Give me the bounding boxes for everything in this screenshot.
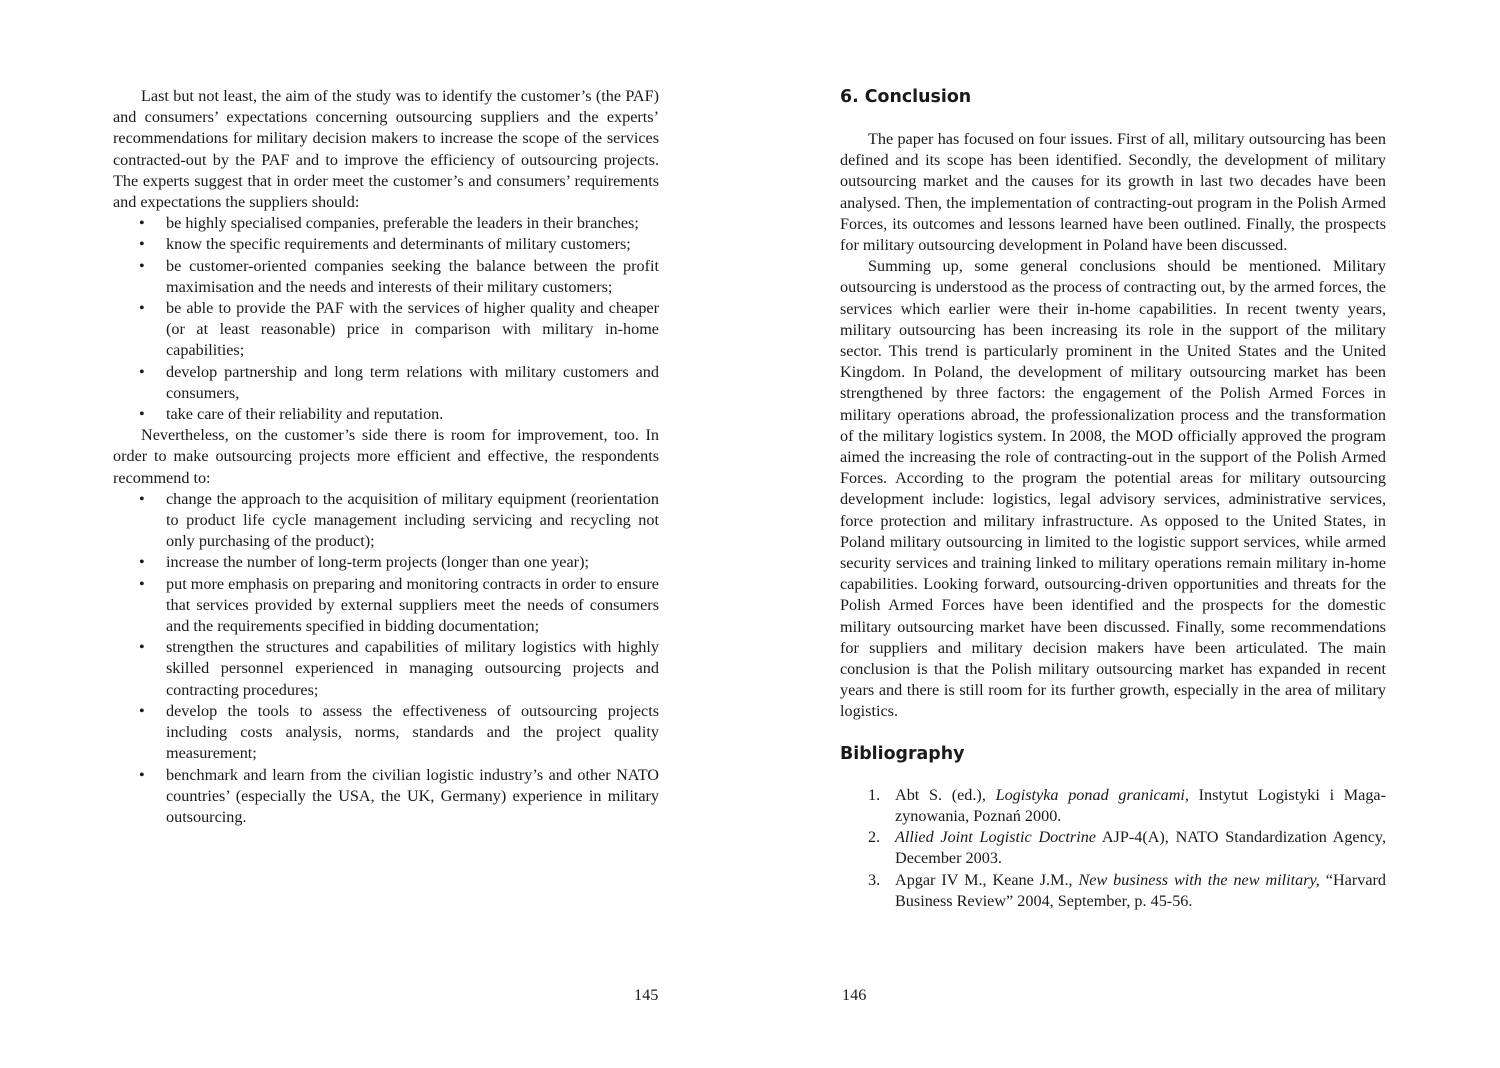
bibliography-heading: Bibliography <box>840 743 965 764</box>
list-item: • put more emphasis on preparing and monitoring contracts in order to ensure that services provided by external suppliers meet the needs of consumers and the requirements specified in bidding documentation; <box>166 574 659 638</box>
supplier-expectations-list <box>113 213 659 425</box>
entry-number: 2. <box>868 828 881 847</box>
entry-authors: Abt S. (ed.), <box>895 785 996 804</box>
conclusion-paragraph: The paper has focused on four issues. First of all, military outsourcing has been defined and its scope has been identified. Secondly, the development of military outsourcing market and the causes for its growth in last two decades have been analysed. Then, the implementation of contracting-out program in the Polish Armed Forces, its outcomes and lessons learned have been outlined. Finally, the prospects for military outsourcing development in Poland have been discussed. <box>840 130 1386 255</box>
list-item: • strengthen the structures and capabilities of military logistics with highly skilled personnel experienced in managing outsourcing projects and contracting procedures; <box>166 637 659 701</box>
right-page <box>750 0 1500 1068</box>
entry-title: Logistyka ponad granicami, <box>995 785 1189 804</box>
page-number: 145 <box>634 986 659 1004</box>
list-item: • be customer-oriented companies seeking the balance between the profit maximisation and the needs and interests of their military customers; <box>166 256 659 298</box>
entry-title: New business with the new military, <box>1078 870 1320 889</box>
entry-publication: “Harvard Business Review” 2004, September, p. 45-56. <box>895 870 1386 910</box>
conclusion-paragraph: Summing up, some general conclusions should be mentioned. Military outsourcing is understood as the process of contracting out, by the armed forces, the services which earlier were their in-home capabilities. In recent twenty years, military outsourcing has been increasing its role in the support of the military sector. This trend is particularly prominent in the United States and the United Kingdom. In Poland, the development of military outsourcing market has been strengthened by three factors: the engagement of the Polish Armed Forces in military operations abroad, the professionalization process and the transformation of the military logistics system. In 2008, the MOD officially approved the program aimed the increasing the role of contracting-out in the support of the Polish Armed Forces. According to the program the potential areas for military outsourcing development include: logistics, legal advisory services, administrative services, force protection and military infrastructure. As opposed to the United States, in Poland military outsourcing in limited to the logistic support services, while armed security services and training linked to military operations remain military in-home capabilities. Looking forward, outsourcing-driven opportunities and threats for the Polish Armed Forces have been identified and the prospects for the domestic military outsourcing market have been discussed. Finally, some recommendations for suppliers and military decision makers have been articulated. The main conclusion is that the Polish military outsourcing market has expanded in recent years and there is still room for its further growth, especially in the area of military logistics. <box>840 257 1386 721</box>
entry-number: 1. <box>868 785 881 804</box>
list-item: • change the approach to the acquisition of military equipment (reorientation to product life cycle management including servicing and recycling not only purchasing of the product); <box>166 489 659 553</box>
customer-recommendations-list <box>113 489 659 828</box>
right-text-column <box>840 86 1386 912</box>
entry-number: 3. <box>868 870 881 889</box>
entry-authors: Apgar IV M., Keane J.M., <box>895 870 1079 889</box>
list-item: • know the specific requirements and determinants of military customers; <box>166 234 659 255</box>
entry-title: Allied Joint Logistic Doctrine <box>895 828 1096 847</box>
list-item: • develop the tools to assess the effectiveness of outsourcing projects including costs analysis, norms, standards and the project quality measurement; <box>166 701 659 765</box>
list-item: • be able to provide the PAF with the services of higher quality and cheaper (or at least reasonable) price in comparison with military in-home capabilities; <box>166 298 659 362</box>
bibliography-entry <box>868 870 1386 912</box>
list-item: • benchmark and learn from the civilian logistic industry’s and other NATO countries’ (especially the USA, the UK, Germany) experience in military outsourcing. <box>166 765 659 829</box>
entry-publication: Instytut Logistyki i Maga-zynowania, Poznań 2000. <box>895 785 1387 825</box>
conclusion-heading: 6. Conclusion <box>840 87 972 107</box>
customer-paragraph: Nevertheless, on the customer’s side there is room for improvement, too. In order to make outsourcing projects more efficient and effective, the respondents recommend to: <box>113 426 659 487</box>
list-item: • increase the number of long-term projects (longer than one year); <box>166 552 659 573</box>
intro-paragraph: Last but not least, the aim of the study was to identify the customer’s (the PAF) and consumers’ expectations concerning outsourcing suppliers and the experts’ recommendations for military decision makers to increase the scope of the services contracted-out by the PAF and to improve the efficiency of outsourcing projects. The experts suggest that in order meet the customer’s and consumers’ requirements and expectations the suppliers should: <box>113 87 659 212</box>
bibliography-list <box>840 785 1386 912</box>
list-item: • be highly specialised companies, preferable the leaders in their branches; <box>166 213 659 234</box>
page-number: 146 <box>842 986 867 1004</box>
bibliography-entry <box>868 827 1386 869</box>
list-item: • develop partnership and long term relations with military customers and consumers, <box>166 362 659 404</box>
left-text-column <box>113 86 659 828</box>
bibliography-entry <box>868 785 1387 827</box>
list-item: • take care of their reliability and reputation. <box>166 404 659 425</box>
entry-publication: AJP-4(A), NATO Standardization Agency, December 2003. <box>895 828 1386 868</box>
